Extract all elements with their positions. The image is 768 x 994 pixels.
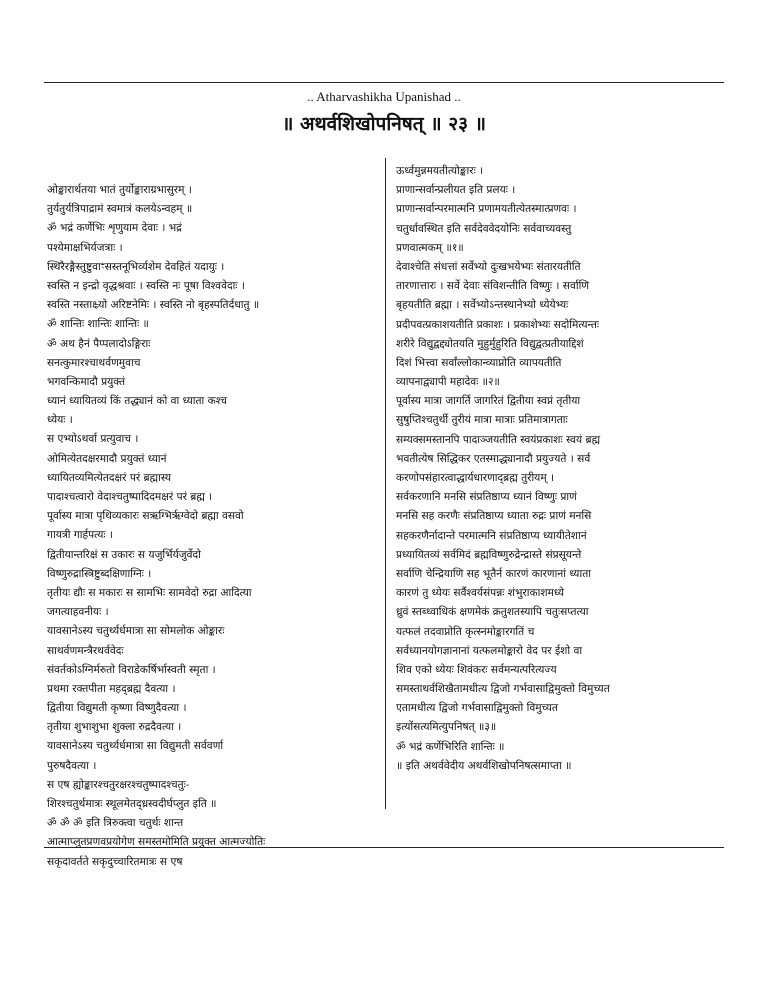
text-line: यावसानेऽस्य चतुर्थ्यर्धमात्रा सा विद्युमती सर्ववर्णा [47,740,224,753]
text-line: प्राणान्सर्वान्परमात्मनि प्रणामयतीत्येतस्मात्प्रणवः । [396,203,577,216]
text-line: प्राणान्सर्वान्प्रलीयत इति प्रलयः । [396,184,516,197]
text-line: ओमित्येतदक्षरमादौ प्रयुक्तं ध्यानं [47,452,167,465]
left-text-column [47,181,377,872]
text-line: स्वस्ति नस्ताक्ष्र्यो अरिष्टनेमिः । स्वस्ति नो बृहस्पतिर्दधातु ॥ [47,299,260,312]
text-line: द्वितीयान्तरिक्षं स उकारः स यजुर्भिर्यजुर्वेदो [47,548,201,561]
text-line: सनत्कुमारश्चाथर्वणमुवाच [47,356,141,369]
text-line: गायत्री गार्हपत्यः । [47,529,113,542]
text-line: ॐ अथ हैनं पैप्पलादोऽङ्गिराः [47,337,151,350]
text-line: जगत्याहवनीयः । [47,606,109,619]
text-line: प्रदीपवत्प्रकाशयतीति प्रकाशः । प्रकाशेभ्यः सदोमित्यन्तः [396,318,599,331]
text-line: संवर्तकोऽग्निर्मरुतो विराडेकर्षिर्भास्वती स्मृता । [47,663,216,676]
text-line: प्रध्यायितव्यं सर्वमिदं ब्रह्मविष्णुरुद्रेन्द्रास्ते संप्रसूयन्ते [396,548,582,561]
text-line: तृतीयः द्यौः स मकारः स सामभिः सामवेदो रुद्रा आदित्या [47,586,252,599]
text-line: तुर्यतुर्यत्रिपाद्रामं स्वमात्रं कलयेऽन्वहम् ॥ [47,203,193,216]
text-line: ऊर्ध्वमुन्नमयतीत्योङ्कारः । [396,165,484,177]
text-line: पश्येमाक्षभिर्यजत्राः । [47,241,123,254]
text-line: पूर्वास्य मात्रा पृथिव्यकारः सऋग्भिरृग्वेदो ब्रह्मा वसवो [47,510,244,523]
text-line: पूर्वास्य मात्रा जागर्ति जागरितं द्वितीया स्वप्नं तृतीया [396,395,581,408]
text-line: इत्योंसत्यमित्युपनिषत् ॥३॥ [396,721,497,734]
text-line: भगवन्किमादौ प्रयुक्तं [47,375,126,388]
text-line: मनसि सह करणैः संप्रतिष्ठाप्य ध्याता रुद्रः प्राणं मनसि [396,510,592,523]
page-title: ॥ अथर्वशिखोपनिषत् ॥ २३ ॥ [282,113,486,135]
text-line: सहकरणैर्नादान्ते परमात्मनि संप्रतिष्ठाप्य ध्यायीतेशानं [396,529,587,542]
text-line: ध्यानं ध्यायितव्यं किं तद्ध्यानं को वा ध्याता कश्च [47,395,227,408]
text-line: शरीरे विद्युद्वद्द्योतयति मुहुर्मुहुरिति विद्युद्वत्प्रतीयाद्दिशं [396,337,584,350]
text-line: सर्वकरणानि मनसि संप्रतिष्ठाप्य ध्यानं विष्णुः प्राणं [396,491,577,504]
column-divider [385,158,386,809]
text-line: यावसानेऽस्य चतुर्थ्यर्धमात्रा सा सोमलोक ओङ्कारः [47,625,225,638]
text-line: पुरुषदैवत्या । [47,759,97,772]
text-line: सुषुप्तिश्चतुर्थी तुरीयं मात्रा मात्राः प्रतिमात्रागताः [396,414,568,427]
text-line: प्रथमा रक्तपीता महद्ब्रह्म दैवत्या । [47,682,176,695]
text-line: सर्वध्यानयोगज्ञानानां यत्फलमोङ्कारो वेद पर ईशो वा [396,644,583,657]
text-line: ॐ भद्रं कर्णेभिः शृणुयाम देवाः । भद्रं [47,222,182,235]
text-line: ॥ इति अथर्ववेदीय अथर्वशिखोपनिषत्समाप्ता ॥ [396,759,572,772]
bottom-rule [44,847,724,848]
text-line: ध्रुवं स्तब्ध्वाधिकं क्षणमेकं क्रतुशतस्यापि चतुःसप्तत्या [396,606,589,619]
top-rule [44,82,724,83]
text-line: शिरश्चतुर्थमात्रः स्थूलमेतद्ध्रस्वदीर्घप्लुत इति ॥ [47,798,217,810]
page-subtitle: .. Atharvashikha Upanishad .. [307,89,461,104]
text-line: करणोपसंहारत्वाद्धार्यधारणाद्ब्रह्म तुरीयम् । [396,472,555,484]
text-line: ध्यायितव्यमित्येतदक्षरं परं ब्रह्मास्य [47,471,172,484]
text-line: प्रणवात्मकम् ॥१॥ [396,241,464,254]
text-line: स एष ह्योङ्कारश्चतुरक्षरश्चतुष्पादश्चतुः- [47,778,190,791]
text-line: भवतीत्येष सिद्धिकर एतस्माद्ध्यानादौ प्रयुज्यते । सर्व [396,452,591,465]
text-line: ध्येयः । [47,414,73,427]
text-line: स्थिरैरङ्गैस्तुष्टुवाꣳसस्तनूभिर्व्यशेम देवहितं यदायुः । [47,260,225,273]
text-line: शिव एको ध्येयः शिवंकरः सर्वमन्यत्परित्यज्य [396,663,557,676]
text-line: साथर्वणमन्त्रैरथर्ववेदः [47,644,124,657]
text-line: सकृदावर्तते सकृदुच्चारितमात्रः स एष [47,855,183,868]
text-line: चतुर्धावस्थित इति सर्वदेववेदयोनिः सर्ववाच्यवस्तु [396,222,572,235]
text-line: सर्वाणि चेन्द्रियाणि सह भूतैर्न कारणं कारणानां ध्याता [396,567,591,580]
text-line: कारणं तु ध्येयः सर्वैश्वर्यसंपन्नः शंभुराकाशमध्ये [396,587,565,600]
text-line: दिशं भित्त्वा सर्वांल्लोकान्व्याप्नोति व्यापयतीति [396,356,562,369]
text-line: तृतीया शुभाशुभा शुक्ला रुद्रदैवत्या । [47,721,182,734]
text-line: ॐ शान्तिः शान्तिः शान्तिः ॥ [47,318,149,331]
text-line: समस्ताथर्वशिखैतामधीत्य द्विजो गर्भवासाद्विमुक्तो विमुच्यत [396,683,610,696]
text-line: स एभ्योऽथर्वा प्रत्युवाच । [47,433,139,446]
text-line: स्वस्ति न इन्द्रो वृद्धश्रवाः । स्वस्ति नः पूषा विश्ववेदाः । [47,279,245,292]
text-line: सम्यक्समस्तानपि पादाञ्जयतीति स्वयंप्रकाशः स्वयं ब्रह्म [396,433,601,446]
text-line: देवाश्चेति संधत्तां सर्वेभ्यो दुःखभयेभ्यः संतारयतीति [396,260,581,273]
text-line: ॐ भद्रं कर्णेभिरिति शान्तिः ॥ [396,740,505,753]
text-line: तारणात्तारः । सर्वे देवाः संविशन्तीति विष्णुः । सर्वाणि [396,280,589,293]
text-line: ओङ्कारार्थतया भातं तुर्योङ्काराग्रभासुरम् । [47,184,192,196]
text-line: ॐ ॐ ॐ इति त्रिरुक्त्वा चतुर्थः शान्त [47,817,184,830]
text-line: द्वितीया विद्युमती कृष्णा विष्णुदैवत्या । [47,702,187,715]
text-line: विष्णुरुद्रास्त्रिष्टुब्दक्षिणाग्निः । [47,567,152,580]
text-line: व्यापनाद्व्यापी महादेवः ॥२॥ [396,376,500,389]
text-line: बृहयतीति ब्रह्मा । सर्वेभ्योऽन्तस्थानेभ्यो ध्येयेभ्यः [396,299,569,312]
right-text-column [396,162,722,776]
text-line: पादाश्चत्वारो वेदाश्चतुष्पादिदमक्षरं परं ब्रह्म । [47,491,213,503]
text-line: एतामधीत्य द्विजो गर्भवासाद्विमुक्तो विमुच्यत [396,702,558,715]
text-line: आत्माप्लुतप्रणवप्रयोगेण समस्तमोमिति प्रयुक्त आत्मज्योतिः [47,836,266,849]
text-line: यत्फलं तदवाप्नोति कृत्स्नमोङ्कारगतिं च [396,625,535,638]
